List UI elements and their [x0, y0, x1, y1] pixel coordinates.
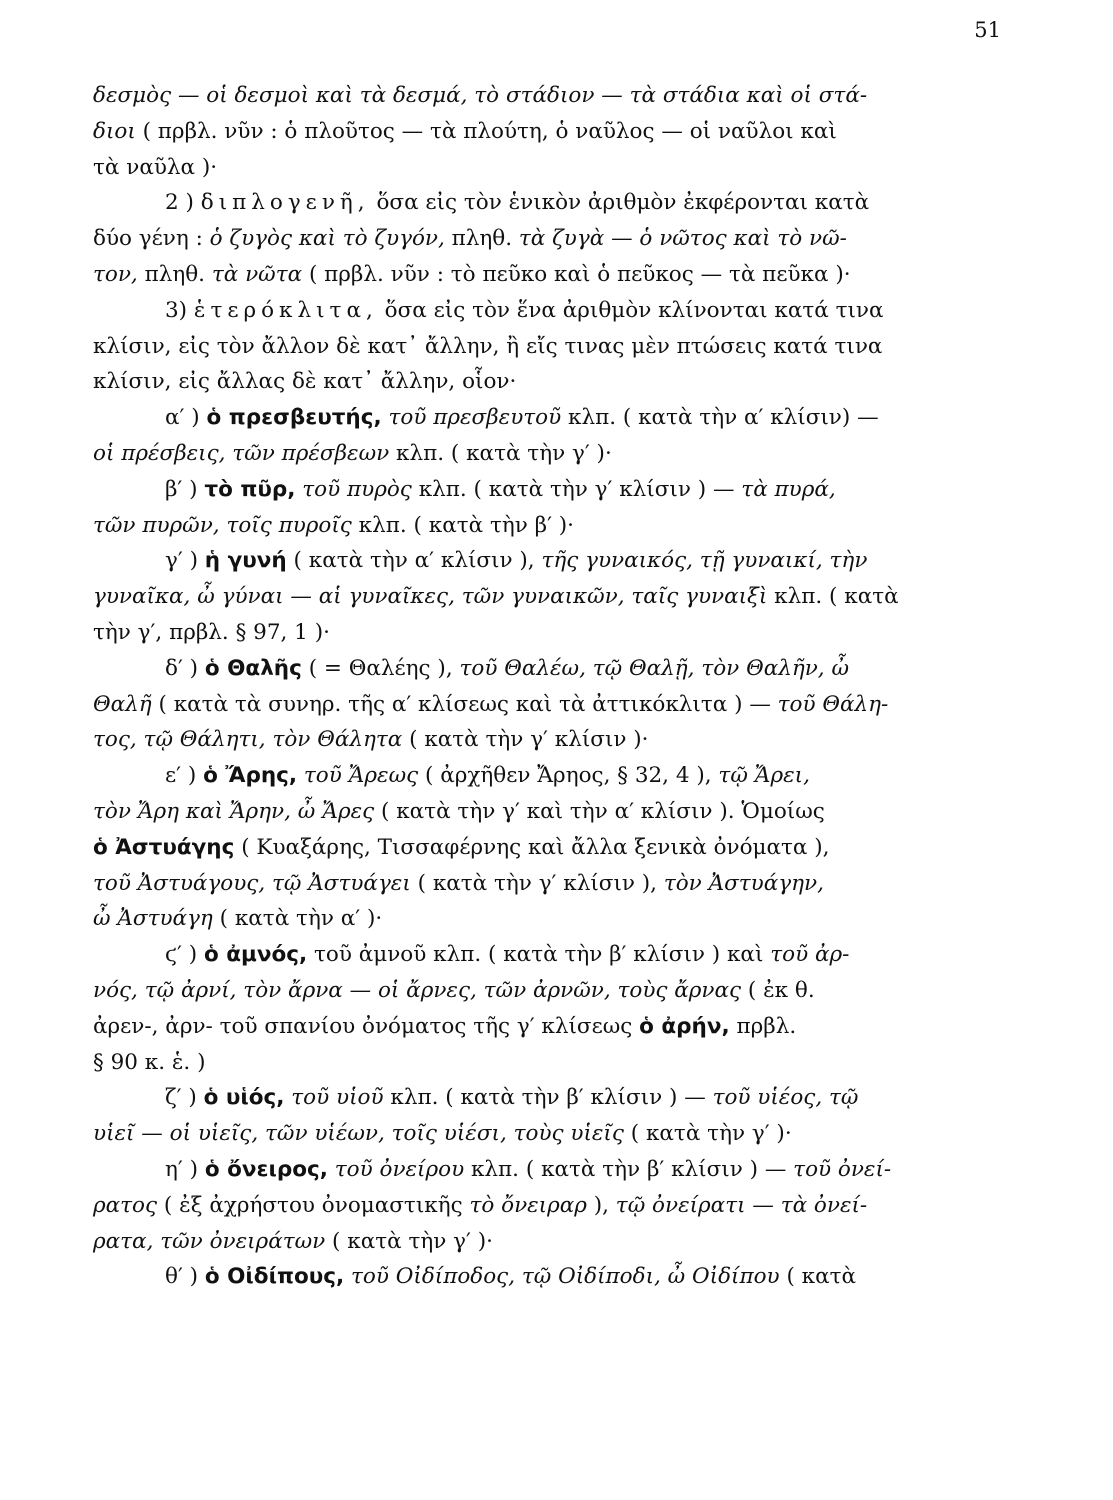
text-segment: κλίσιν, εἰς τὸν ἄλλον δὲ κατ᾽ ἄλλην, ἢ εἴς τινας μὲν πτώσεις κατά τινα: [93, 333, 883, 359]
text-segment: 3): [165, 297, 194, 323]
text-segment: τὸ ὄνειραρ: [469, 1192, 587, 1218]
text-segment: ζ′ ): [165, 1085, 204, 1111]
page-text: [93, 78, 1023, 1295]
text-segment: κλπ. ( κατὰ τὴν γ′ κλίσιν ) —: [411, 476, 742, 502]
text-segment: τῶν πυρῶν, τοῖς πυροῖς: [93, 512, 352, 538]
text-segment: δύο γένη :: [93, 226, 210, 252]
text-line: [93, 293, 1023, 329]
text-segment: νός, τῷ ἀρνί, τὸν ἄρνα — οἱ ἄρνες, τῶν ἀρνῶν, τοὺς ἄρνας: [93, 977, 742, 1003]
text-segment: ( κατὰ τὴν γ′ )·: [623, 1121, 792, 1147]
text-segment: οἱ πρέσβεις, τῶν πρέσβεων: [93, 440, 390, 466]
text-segment: ὁ ὄνειρος,: [204, 1156, 328, 1182]
text-line: [93, 687, 1023, 723]
text-segment: ρατος: [93, 1192, 158, 1218]
text-line: [93, 901, 1023, 937]
text-line: [93, 722, 1023, 758]
text-segment: ( κατὰ τὰ συνηρ. τῆς α′ κλίσεως καὶ τὰ ἀττικόκλιτα ) —: [151, 691, 778, 717]
text-segment: ( = Θαλέης ),: [301, 655, 460, 681]
text-segment: [297, 763, 304, 788]
text-segment: τοῦ Θάλη-: [777, 691, 889, 717]
text-segment: ( κατὰ τὴν γ′ κλίσιν )·: [402, 727, 649, 753]
text-segment: ϛ′ ): [165, 942, 204, 968]
text-line: [93, 1009, 1023, 1045]
text-segment: ( ἐξ ἀχρήστου ὀνομαστικῆς: [157, 1192, 470, 1218]
text-line: [93, 185, 1023, 221]
text-segment: υἱεῖ — οἱ υἱεῖς, τῶν υἱέων, τοῖς υἱέσι, τοὺς υἱεῖς: [93, 1121, 624, 1147]
text-segment: κλπ. ( κατὰ τὴν β′ κλίσιν ) —: [383, 1085, 713, 1111]
text-line: [93, 615, 1023, 651]
text-segment: ὁ Ἀστυάγης: [93, 834, 235, 860]
text-segment: τοῦ πυρὸς: [302, 476, 412, 502]
text-segment: κλπ. ( κατὰ τὴν β′ κλίσιν ) —: [464, 1156, 794, 1182]
text-segment: η′ ): [165, 1156, 205, 1182]
text-segment: τὸν Ἄρη καὶ Ἄρην, ὦ Ἄρες: [93, 798, 375, 824]
text-segment: Θαλῆ: [93, 691, 152, 717]
text-segment: δεσμὸς — οἱ δεσμοὶ καὶ τὰ δεσμά, τὸ στάδιον — τὰ στάδια καὶ οἱ στά-: [93, 83, 868, 108]
text-segment: τῷ ὀνείρατι — τὰ ὀνεί-: [615, 1192, 868, 1218]
text-segment: ( κατὰ τὴν γ′ κλίσιν ),: [410, 870, 664, 896]
text-segment: διπλογενῆ,: [200, 190, 370, 216]
text-segment: ( κατὰ τὴν γ′ )·: [325, 1228, 493, 1254]
text-segment: ὁ Θαλῆς: [204, 655, 302, 681]
text-segment: ὁ ἀρήν,: [639, 1013, 730, 1039]
text-segment: ( κατὰ τὴν α′ κλίσιν ),: [286, 548, 542, 574]
text-line: [93, 221, 1023, 257]
text-segment: α′ ): [165, 405, 207, 431]
text-segment: τοῦ ἀρ-: [770, 942, 850, 968]
text-segment: τὸ πῦρ,: [204, 476, 296, 502]
text-line: [93, 758, 1023, 794]
text-segment: τοῦ πρεσβευτοῦ: [388, 405, 562, 431]
text-line: [93, 114, 1023, 150]
text-line: [93, 937, 1023, 973]
text-segment: τὰ ναῦλα )·: [93, 154, 218, 180]
text-segment: ὅσα εἰς τὸν ἕνα ἀριθμὸν κλίνονται κατά τινα: [377, 297, 884, 323]
text-line: [93, 794, 1023, 830]
text-segment: τὰ πυρά,: [741, 476, 836, 502]
text-segment: ὦ Ἀστυάγη: [93, 906, 213, 932]
text-segment: τὰ νῶτα: [211, 261, 303, 287]
text-segment: τῆς γυναικός, τῇ γυναικί, τὴν: [541, 548, 868, 574]
text-segment: ( ἀρχῆθεν Ἄρηος, § 32, 4 ),: [418, 763, 719, 789]
text-segment: 2 ): [165, 190, 201, 216]
text-segment: ( κατὰ τὴν α′ )·: [212, 906, 383, 932]
text-line: [93, 364, 1023, 400]
text-segment: θ′ ): [165, 1264, 205, 1290]
page-number: 51: [974, 18, 1001, 42]
text-segment: ε′ ): [165, 763, 204, 789]
text-segment: ἡ γυνή: [204, 548, 287, 574]
text-line: [93, 866, 1023, 902]
text-segment: ὁ ζυγὸς καὶ τὸ ζυγόν,: [209, 226, 445, 252]
text-segment: ( κατὰ τὴν γ′ καὶ τὴν α′ κλίσιν ). Ὁμοίως: [374, 798, 825, 824]
text-segment: κλίσιν, εἰς ἄλλας δὲ κατ᾽ ἄλλην, οἷον·: [93, 369, 517, 395]
text-line: [93, 436, 1023, 472]
text-segment: ( κατὰ: [779, 1264, 857, 1290]
text-segment: κλπ. ( κατὰ τὴν α′ κλίσιν) —: [561, 405, 879, 431]
text-segment: ( Κυαξάρης, Τισσαφέρνης καὶ ἄλλα ξενικὰ ὀνόματα ),: [234, 834, 830, 860]
text-segment: β′ ): [165, 476, 205, 502]
text-line: [93, 329, 1023, 365]
text-segment: ρατα, τῶν ὀνειράτων: [93, 1228, 326, 1254]
text-segment: γυναῖκα, ὦ γύναι — αἱ γυναῖκες, τῶν γυναικῶν, ταῖς γυναιξὶ: [93, 584, 768, 610]
text-segment: τοῦ Θαλέω, τῷ Θαλῇ, τὸν Θαλῆν, ὦ: [459, 655, 849, 681]
text-line: [93, 78, 1023, 114]
text-line: [93, 543, 1023, 579]
text-segment: ὅσα εἰς τὸν ἑνικὸν ἀριθμὸν ἐκφέρονται κατὰ: [369, 190, 870, 216]
text-segment: ( ἐκ θ.: [741, 977, 815, 1003]
text-segment: τοῦ υἱέος, τῷ: [712, 1085, 859, 1111]
text-segment: τον,: [93, 261, 138, 287]
text-segment: δ′ ): [165, 655, 205, 681]
text-segment: πληθ.: [444, 226, 519, 252]
text-line: [93, 579, 1023, 615]
text-segment: ( πρβλ. νῦν : ὁ πλοῦτος — τὰ πλούτη, ὁ ναῦλος — οἱ ναῦλοι καὶ: [135, 118, 837, 144]
text-segment: τὴν γ′, πρβλ. § 97, 1 )·: [93, 619, 330, 645]
text-line: [93, 1080, 1023, 1116]
text-segment: τὰ ζυγὰ — ὁ νῶτος καὶ τὸ νῶ-: [518, 226, 847, 252]
text-line: [93, 1188, 1023, 1224]
text-line: [93, 973, 1023, 1009]
text-segment: τὸν Ἀστυάγην,: [663, 870, 824, 896]
text-segment: ὁ πρεσβευτής,: [206, 405, 382, 431]
text-segment: τοῦ Ἀστυάγους, τῷ Ἀστυάγει: [93, 870, 411, 896]
text-segment: [344, 1264, 351, 1289]
text-segment: § 90 κ. ἑ. ): [93, 1049, 206, 1075]
text-line: [93, 1045, 1023, 1081]
text-line: [93, 508, 1023, 544]
text-segment: ),: [586, 1192, 616, 1218]
text-segment: πληθ.: [137, 261, 212, 287]
text-line: [93, 1224, 1023, 1260]
text-segment: τοῦ ὀνεί-: [793, 1156, 892, 1182]
text-segment: διοι: [93, 118, 136, 144]
text-segment: ὁ ἀμνός,: [203, 942, 308, 968]
text-segment: ὁ υἱός,: [203, 1085, 285, 1111]
text-line: [93, 257, 1023, 293]
text-segment: πρβλ.: [729, 1013, 797, 1039]
text-segment: κλπ. ( κατὰ τὴν γ′ )·: [389, 440, 612, 466]
text-line: [93, 1152, 1023, 1188]
text-segment: ( πρβλ. νῦν : τὸ πεῦκο καὶ ὁ πεῦκος — τὰ πεῦκα )·: [302, 261, 851, 287]
text-segment: τῷ Ἄρει,: [718, 763, 810, 789]
text-segment: ἑτερόκλιτα,: [193, 297, 378, 323]
text-line: [93, 472, 1023, 508]
text-segment: [382, 405, 389, 430]
text-segment: [328, 1157, 335, 1182]
text-segment: τοῦ υἱοῦ: [291, 1085, 384, 1111]
text-segment: ἀρεν-, ἀρν- τοῦ σπανίου ὀνόματος τῆς γ′ κλίσεως: [93, 1013, 640, 1039]
text-segment: τοῦ Οἰδίποδος, τῷ Οἰδίποδι, ὦ Οἰδίπου: [351, 1264, 780, 1290]
text-segment: τοῦ ὀνείρου: [334, 1156, 465, 1182]
text-line: [93, 651, 1023, 687]
text-line: [93, 400, 1023, 436]
text-line: [93, 830, 1023, 866]
text-segment: τοῦ ἀμνοῦ κλπ. ( κατὰ τὴν β′ κλίσιν ) καὶ: [307, 942, 771, 968]
text-segment: κλπ. ( κατὰ: [767, 584, 899, 610]
text-segment: ὁ Ἄρης,: [203, 763, 298, 789]
text-segment: κλπ. ( κατὰ τὴν β′ )·: [351, 512, 575, 538]
text-segment: τοῦ Ἄρεως: [303, 763, 419, 789]
text-segment: τος, τῷ Θάλητι, τὸν Θάλητα: [93, 727, 403, 753]
text-segment: γ′ ): [165, 548, 205, 574]
text-line: [93, 1259, 1023, 1295]
text-line: [93, 150, 1023, 186]
text-segment: ὁ Οἰδίπους,: [204, 1264, 345, 1290]
text-line: [93, 1116, 1023, 1152]
